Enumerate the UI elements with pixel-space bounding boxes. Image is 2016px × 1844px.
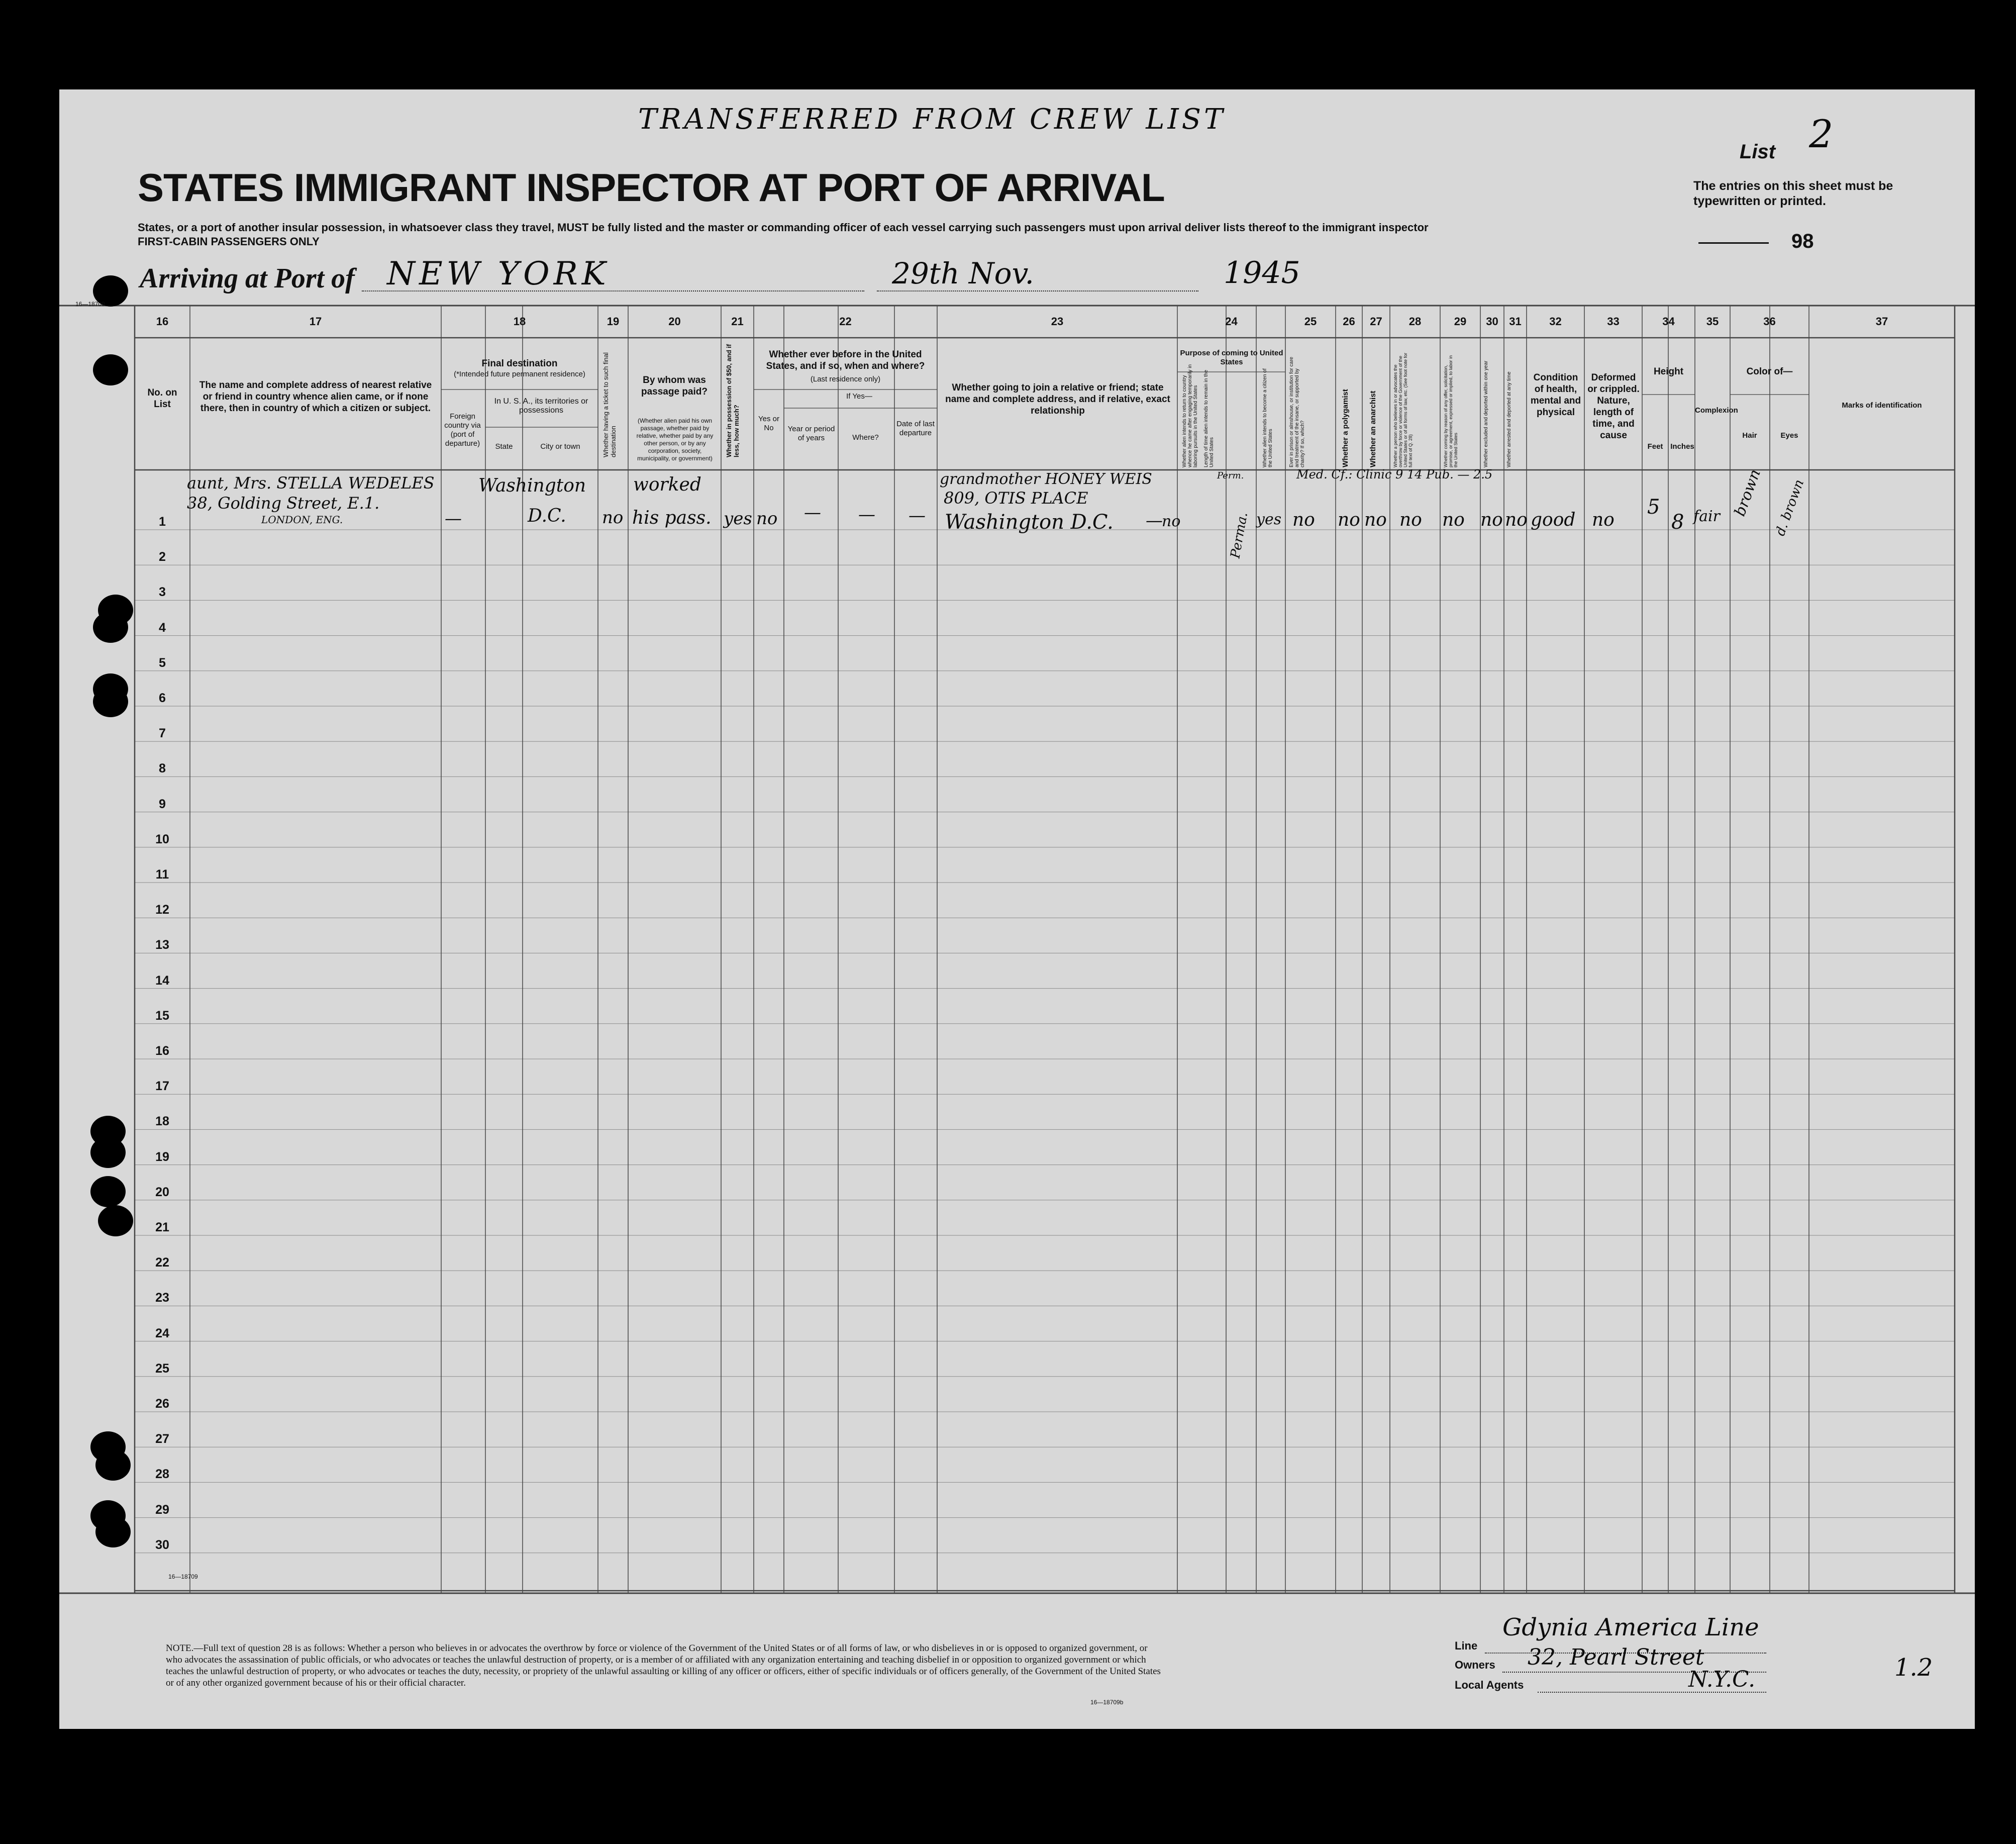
page-number: 98 — [1791, 230, 1814, 252]
arrival-date: 29th Nov. — [892, 256, 1034, 290]
col-number: 18 — [513, 315, 526, 328]
purpose-note: Perm. — [1217, 470, 1244, 481]
header-c33: Deformed or crippled. Nature, length of time, and cause — [1587, 372, 1640, 441]
header-c25: Ever in prison or almshouse, or institution for care and treatment of the insane, or supported by charity? If so, which? — [1289, 356, 1305, 467]
destination-state: Washington — [478, 475, 586, 496]
header-c16: No. on List — [147, 387, 177, 410]
col-number: 32 — [1549, 315, 1562, 328]
col-number: 31 — [1509, 315, 1522, 328]
header-c20-sub: (Whether alien paid his own passage, whether paid by relative, whether paid by any other person, or by any corporation, society, municipality, or government) — [636, 417, 714, 462]
header-c24: Purpose of coming to United States — [1180, 349, 1283, 366]
list-label: List — [1740, 141, 1776, 163]
header-c31: Whether arrested and deported at any time — [1506, 371, 1512, 467]
health: good — [1531, 510, 1576, 530]
col-number: 30 — [1486, 315, 1498, 328]
col-number: 20 — [668, 315, 681, 328]
punch-hole — [93, 686, 128, 717]
list-number: 2 — [1809, 112, 1834, 156]
punch-hole — [95, 1516, 131, 1547]
row-number: 21 — [155, 1220, 169, 1234]
before-date: — — [909, 506, 926, 526]
header-c22-yesno: Yes or No — [758, 415, 779, 432]
header-c22-sub: (Last residence only) — [810, 375, 881, 383]
before-where: — — [858, 505, 875, 525]
header-c17: The name and complete address of nearest relative or friend in country whence alien came, or if none there, then in country of which a citizen or subject. — [199, 380, 432, 414]
row-number: 9 — [159, 797, 166, 811]
row-number: 20 — [155, 1185, 169, 1199]
owners-value: 32, Pearl Street — [1528, 1644, 1704, 1670]
anarchist: no — [1364, 510, 1387, 530]
relative-address: 38, Golding Street, E.1. — [187, 494, 380, 513]
header-c34-inches: Inches — [1670, 442, 1694, 451]
header-c19: Whether having a ticket to such final destination — [602, 352, 617, 457]
prison: no — [1292, 510, 1315, 530]
overthrow: no — [1399, 510, 1422, 530]
row-number: 14 — [155, 973, 169, 988]
col-number: 24 — [1225, 315, 1238, 328]
punch-hole — [93, 612, 128, 643]
punch-hole — [90, 1176, 126, 1207]
row-number: 2 — [159, 550, 166, 564]
col-number: 36 — [1763, 315, 1776, 328]
header-c22-ifyes: If Yes— — [846, 392, 872, 401]
col-number: 22 — [839, 315, 852, 328]
header-c22-period: Year or period of years — [787, 425, 835, 442]
col-number: 19 — [607, 315, 620, 328]
agents-value: N.Y.C. — [1688, 1667, 1756, 1692]
hair: brown — [1731, 467, 1764, 519]
row-number: 3 — [159, 585, 166, 600]
header-c35: Complexion — [1695, 406, 1738, 415]
header-c18: Final destination — [481, 358, 558, 369]
transferred-note: TRANSFERRED FROM CREW LIST — [638, 103, 1226, 136]
row-number: 17 — [155, 1079, 169, 1094]
col-number: 34 — [1662, 315, 1675, 328]
excluded: no — [1480, 510, 1503, 530]
header-c22: Whether ever before in the United States, and if so, when and where? — [766, 349, 925, 371]
join-relationship: grandmother HONEY WEIS — [940, 470, 1152, 488]
ticket: no — [602, 508, 624, 528]
punch-hole — [93, 354, 128, 385]
height-inches: 8 — [1671, 511, 1684, 534]
header-c37: Marks of identification — [1842, 401, 1922, 410]
row-number: 4 — [159, 620, 166, 635]
passage-paid: worked — [633, 474, 701, 495]
row-number: 28 — [155, 1467, 169, 1482]
typewritten-note: The entries on this sheet must be typewritten or printed. — [1693, 179, 1893, 208]
relative-city: LONDON, ENG. — [261, 514, 343, 526]
header-c34-feet: Feet — [1647, 442, 1663, 451]
corner-mark: 1.2 — [1894, 1654, 1933, 1682]
header-c27: Whether an anarchist — [1369, 391, 1377, 467]
row-number: 15 — [155, 1008, 169, 1023]
col-number: 25 — [1304, 315, 1317, 328]
port-value: NEW YORK — [387, 255, 610, 293]
eyes: d. brown — [1773, 477, 1807, 538]
row-number: 7 — [159, 726, 166, 741]
question-28-note: NOTE.—Full text of question 28 is as follows: Whether a person who believes in or advocates the overthrow by force or violence of the Government of the United States or of all forms of law, or who disbelieves in or is opposed to organized government, or who advocates the assassination of public officials, or who advocates or teaches the unlawful destruction of property, or is a member of or affiliated with any organization entertaining and teaching disbelief in or opposition to organized government or which teaches the unlawful destruction of property, or who advocates or teaches the duty, necessity, or propriety of the unlawful assaulting or killing of any officer or officers, either of specific individuals or of officers generally, of the Government of the United States or of any other organized government because of his or their official character. — [166, 1643, 1161, 1688]
arrested: no — [1505, 510, 1528, 530]
header-c18-sub: (*Intended future permanent residence) — [454, 370, 585, 378]
money: yes — [724, 509, 752, 529]
header-c36-eyes: Eyes — [1780, 431, 1798, 440]
medical-note: Med. Cf.: Clinic 9 14 Pub. — 2.5 — [1296, 467, 1493, 481]
row-number: 18 — [155, 1114, 169, 1129]
before-yesno: no — [756, 509, 778, 529]
punch-hole — [98, 1205, 133, 1236]
labor: no — [1442, 510, 1465, 530]
row-number: 23 — [155, 1291, 169, 1305]
header-c23: Whether going to join a relative or friend; state name and complete address, and if relative, exact relationship — [945, 382, 1170, 416]
passage-paid-2: his pass. — [632, 508, 712, 528]
purpose-c: yes — [1256, 511, 1282, 528]
arriving-label: Arriving at Port of — [140, 263, 355, 294]
subtitle: States, or a port of another insular possession, in whatsoever class they travel, MUST be fully listed and the master or commanding officer of each vessel carrying such passengers must upon arrival deliver lists thereof to the immigrant inspector — [138, 221, 1429, 234]
form-number-bottom: 16—18709 — [168, 1573, 198, 1580]
col-number: 16 — [156, 315, 169, 328]
row-number: 13 — [155, 938, 169, 952]
row-number: 25 — [155, 1361, 169, 1376]
row-number: 22 — [155, 1255, 169, 1270]
col-number: 28 — [1408, 315, 1422, 328]
row-number: 29 — [155, 1502, 169, 1517]
row-number: 8 — [159, 761, 166, 776]
owners-label: Owners — [1455, 1659, 1495, 1671]
class-note: FIRST-CABIN PASSENGERS ONLY — [138, 235, 320, 248]
foreign-country: — — [445, 509, 462, 529]
row-number: 27 — [155, 1432, 169, 1446]
col-number: 35 — [1706, 315, 1719, 328]
row-number: 1 — [159, 515, 166, 529]
row-number: 24 — [155, 1326, 169, 1340]
header-c30: Whether excluded and deported within one year — [1483, 360, 1489, 467]
row-number: 12 — [155, 903, 169, 917]
punch-hole — [95, 1449, 131, 1481]
col-number: 23 — [1051, 315, 1064, 328]
header-c29: Whether coming by reason of any offer, solicitation, promise, or agreement, expressed or implied, to labor in the United States — [1443, 355, 1458, 467]
row-number: 16 — [155, 1044, 169, 1058]
punch-hole — [90, 1137, 126, 1168]
agents-label: Local Agents — [1455, 1679, 1524, 1691]
row-number: 30 — [155, 1537, 169, 1552]
row-number: 6 — [159, 691, 166, 705]
row-number: 10 — [155, 832, 169, 846]
header-c24-a: Whether alien intends to return to country whence he came after engaging temporarily in laboring pursuits in the United States — [1182, 364, 1198, 467]
page-title: STATES IMMIGRANT INSPECTOR AT PORT OF ARRIVAL — [138, 165, 1165, 210]
date-underline — [877, 290, 1198, 292]
height-feet: 5 — [1647, 496, 1660, 519]
header-c18-city: City or town — [540, 442, 580, 451]
relative-name: aunt, Mrs. STELLA WEDELES — [187, 473, 435, 493]
line-value: Gdynia America Line — [1502, 1613, 1759, 1641]
destination-city: D.C. — [528, 506, 566, 526]
row-number: 11 — [155, 867, 169, 882]
port-underline — [362, 290, 864, 292]
join-address: 809, OTIS PLACE — [944, 489, 1088, 508]
deformed: no — [1592, 510, 1615, 530]
header-c24-c: Whether alien intends to become a citizen of the United States — [1262, 368, 1273, 467]
header-c22-date: Date of last departure — [896, 420, 935, 437]
row-number: 26 — [155, 1397, 169, 1411]
purpose-b: Perma. — [1228, 511, 1251, 560]
complexion: fair — [1693, 508, 1720, 525]
header-c34: Height — [1653, 366, 1684, 377]
row-number: 5 — [159, 655, 166, 670]
purpose-a: no — [1162, 513, 1181, 530]
col-number: 33 — [1607, 315, 1620, 328]
header-c24-b: Length of time alien intends to remain in the United States — [1203, 369, 1215, 467]
col-number: 17 — [309, 315, 322, 328]
before-period: — — [804, 503, 821, 523]
join-city: Washington D.C. — [945, 511, 1114, 534]
header-c22-where: Where? — [852, 433, 879, 442]
header-c28: Whether a person who believes in or advocates the overthrow by force or violence of the Government of the United States or of all forms of law, etc. (See foot note for full text of Q. 28) — [1393, 352, 1413, 467]
page-number-dash — [1698, 242, 1769, 244]
header-c36: Color of— — [1746, 366, 1793, 377]
col-number: 27 — [1370, 315, 1382, 328]
header-c18-state: State — [495, 442, 513, 451]
line-label: Line — [1455, 1639, 1478, 1652]
col-number: 29 — [1454, 315, 1467, 328]
header-c18-foreign: Foreign country via (port of departure) — [444, 412, 481, 448]
arrival-year: 1945 — [1224, 255, 1300, 290]
form-number-top: 16—18709 — [75, 301, 105, 308]
note-form-number: 16—18709b — [1090, 1699, 1124, 1706]
header-c18-usa: In U. S. A., its territories or possessions — [494, 397, 588, 415]
col-number: 37 — [1875, 315, 1888, 328]
col-number: 21 — [731, 315, 744, 328]
header-c26: Whether a polygamist — [1341, 389, 1350, 467]
row-number: 19 — [155, 1149, 169, 1164]
col-number: 26 — [1343, 315, 1355, 328]
join-mark: — — [1146, 511, 1163, 531]
header-c36-hair: Hair — [1742, 431, 1757, 440]
header-c21: Whether in possession of $50, and if less, how much? — [725, 344, 740, 457]
header-c20: By whom was passage paid? — [641, 375, 708, 397]
header-c32: Condition of health, mental and physical — [1530, 372, 1581, 418]
polygamist: no — [1338, 510, 1360, 530]
